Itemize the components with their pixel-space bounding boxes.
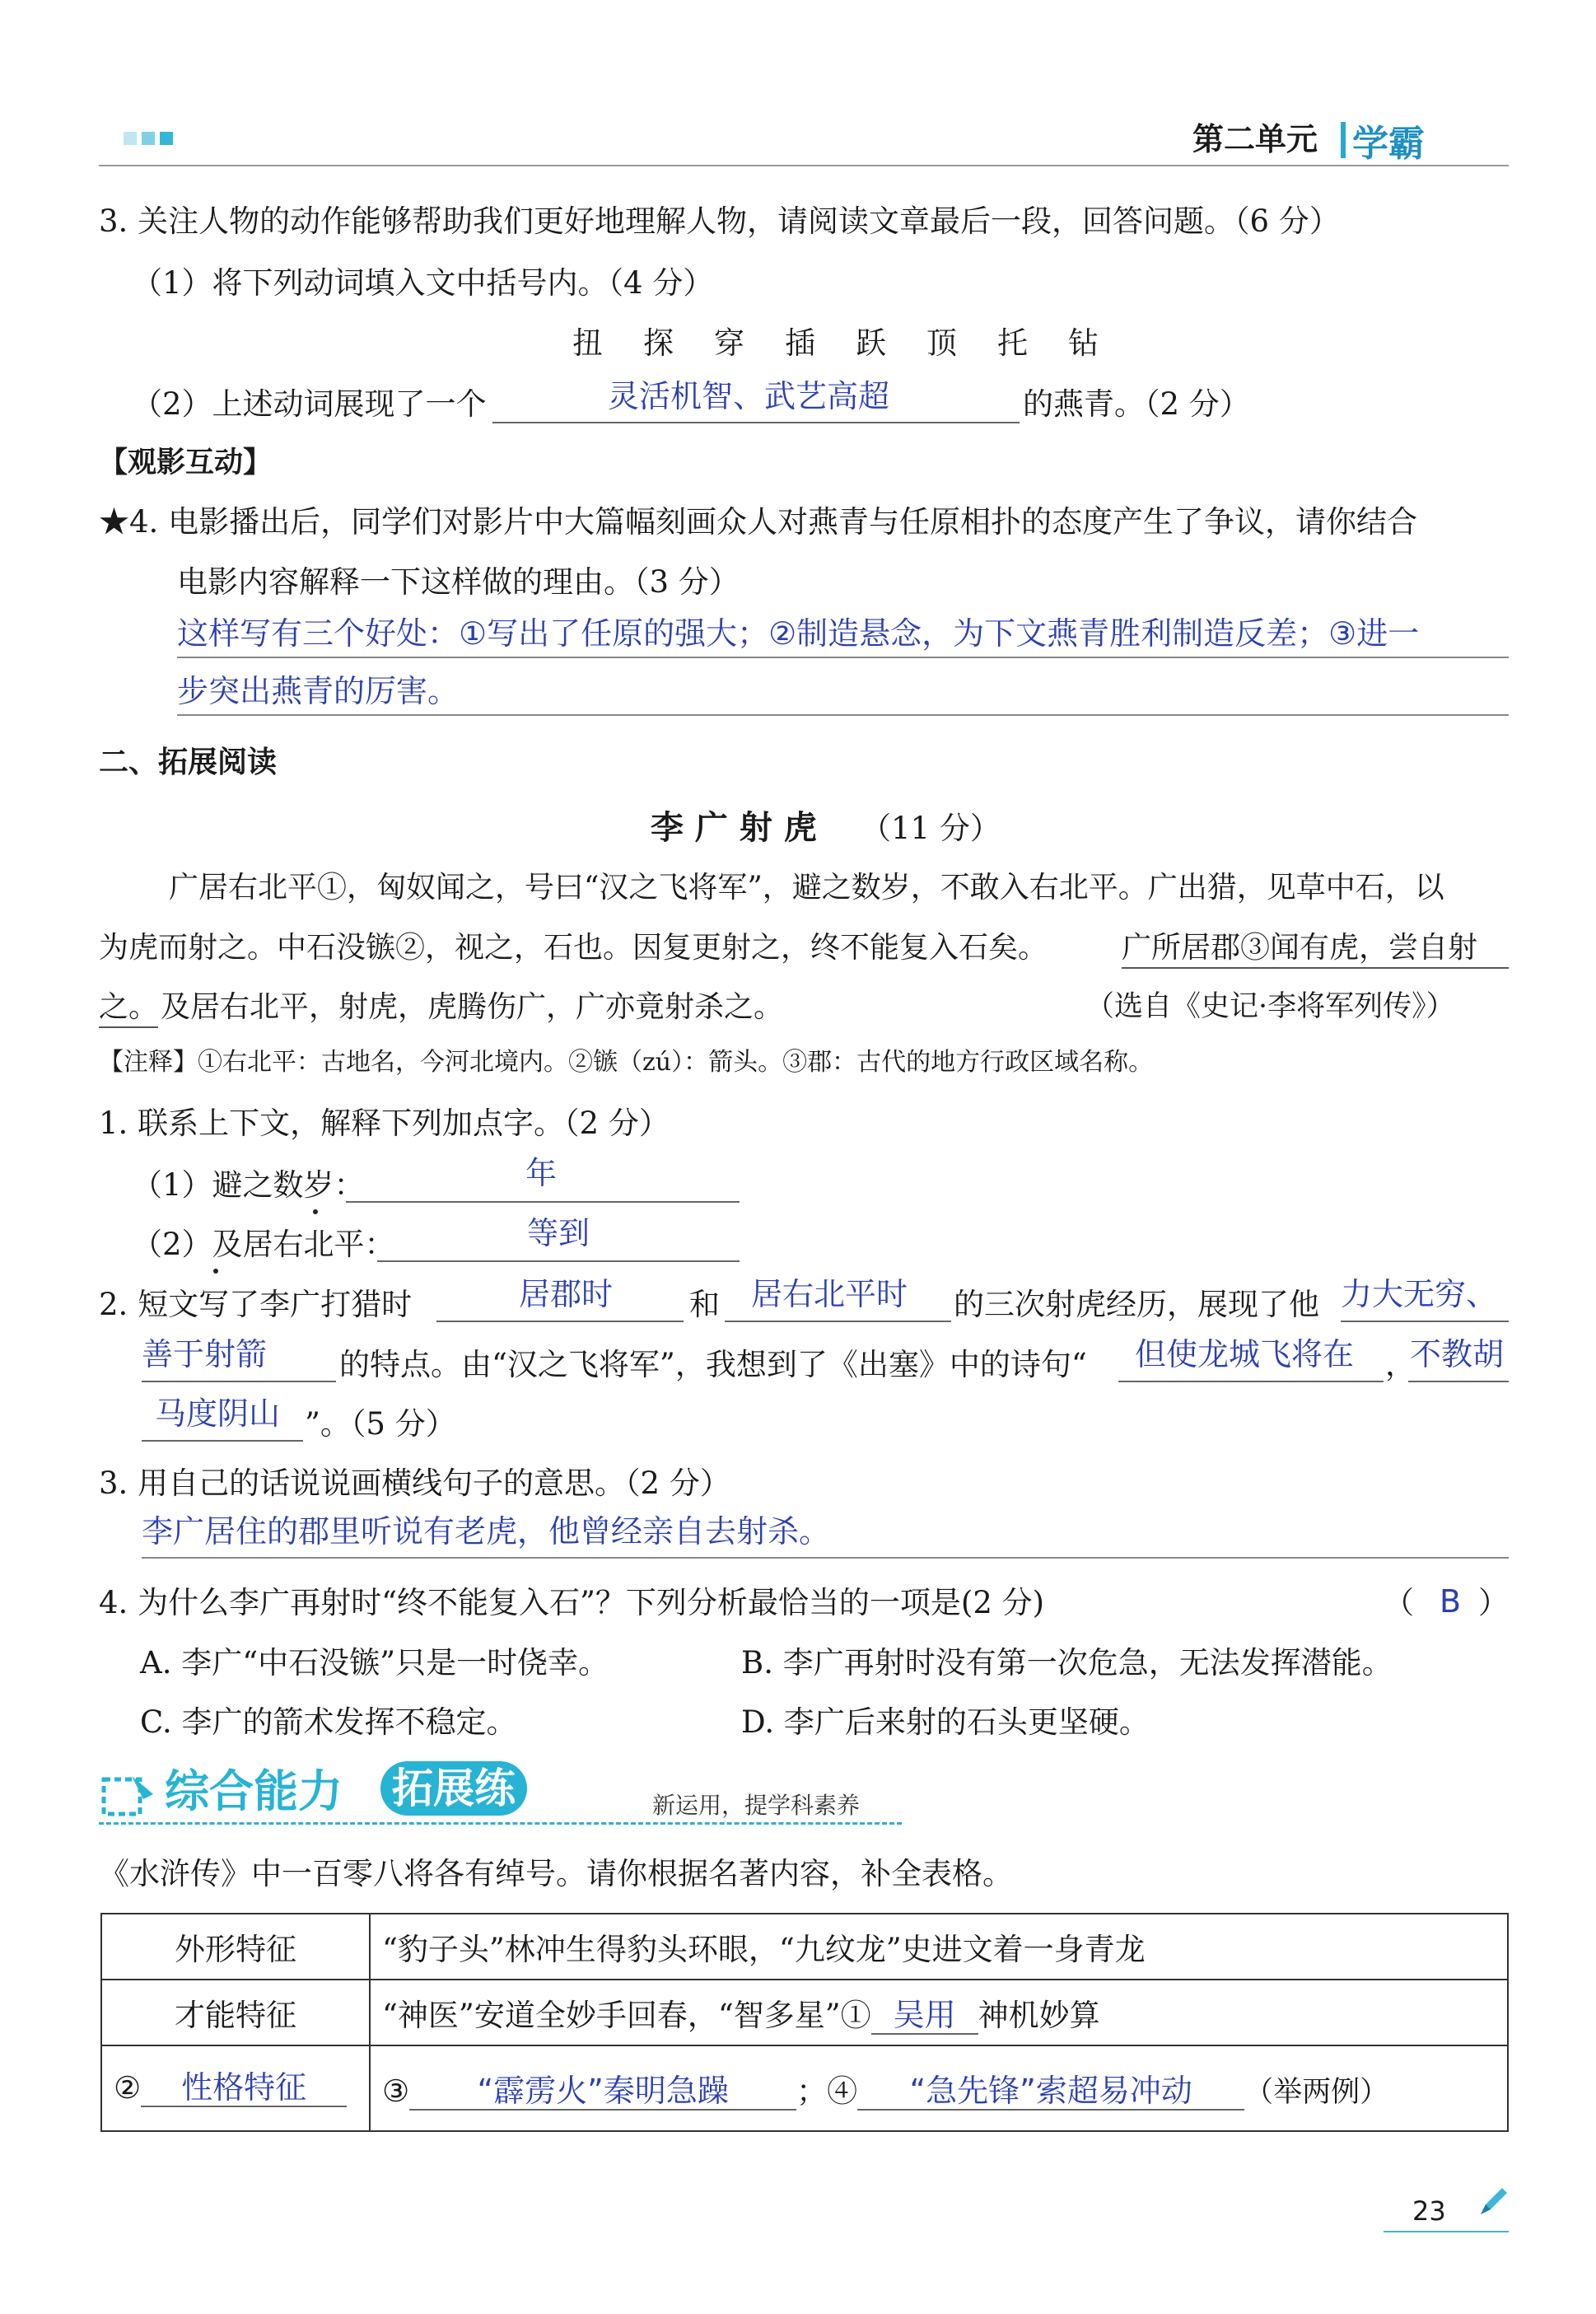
emphasis-dot-1: [313, 1209, 318, 1214]
q2-answer6-line: [1408, 1381, 1509, 1382]
q4-answer-line1: 这样写有三个好处：①写出了任原的强大；②制造悬念，为下文燕青胜利制造反差；③进一: [177, 615, 1420, 652]
q4-option-c: C. 李广的箭术发挥不稳定。: [140, 1704, 517, 1740]
table-row: [101, 2045, 1508, 2131]
q3-answer-rule: [142, 1557, 1509, 1559]
passage-notes: 【注释】①右北平：古地名，今河北境内。②镞（zú）：箭头。③郡：古代的地方行政区域名称。: [99, 1048, 1154, 1077]
q3-sub2-suffix: 的燕青。（2 分）: [1023, 386, 1250, 422]
q1-1: （1）避之数岁：: [132, 1167, 365, 1203]
unit-title: 第二单元: [1192, 121, 1318, 157]
passage-line1: 广居右北平①，匈奴闻之，号曰“汉之飞将军”，避之数岁，不敢入右北平。广出猎，见草中石，以: [169, 871, 1444, 905]
q2-answer7-line: [142, 1440, 303, 1442]
q3-stem: 3. 关注人物的动作能够帮助我们更好地理解人物，请阅读文章最后一段，回答问题。（6 分）: [99, 203, 1340, 239]
q4-stem: 4. 为什么李广再射时“终不能复入石”？下列分析最恰当的一项是(2 分): [99, 1585, 1045, 1620]
emphasis-dot-2: [213, 1269, 218, 1274]
q3-stem-2: 3. 用自己的话说说画横线句子的意思。（2 分）: [99, 1466, 730, 1501]
row2-text-b: 神机妙算: [978, 1998, 1100, 2033]
q4-answer-rule2: [177, 714, 1509, 716]
q2-answer4: 善于射箭: [142, 1336, 268, 1372]
row3-answer-label: 性格特征: [181, 2069, 307, 2106]
passage-line3b: 及居右北平，射虎，虎腾伤广，广亦竟射杀之。: [161, 990, 784, 1024]
row1-label: 外形特征: [101, 1914, 370, 1980]
banner-title: 综合能力: [165, 1765, 343, 1817]
q4-option-b: B. 李广再射时没有第一次危急，无法发挥潜能。: [741, 1645, 1393, 1681]
row3-answer3: “霹雳火”秦明急躁: [477, 2073, 729, 2109]
passage-line2b-underlined: 广所居郡③闻有虎，尝自射: [1122, 931, 1478, 965]
q2-answer2-line: [725, 1321, 951, 1322]
q2-answer5-line: [1118, 1381, 1384, 1382]
q1-2-answer: 等到: [527, 1215, 590, 1251]
q2-part-a: 2. 短文写了李广打猎时: [99, 1287, 413, 1322]
passage-line2a: 为虎而射之。中石没镞②，视之，石也。因复更射之，终不能复入石矣。: [99, 931, 1048, 965]
passage-source: （选自《史记·李将军列传》）: [1085, 990, 1455, 1023]
section-movie-title: 【观影互动】: [99, 446, 273, 479]
q4-line2: 电影内容解释一下这样做的理由。（3 分）: [177, 564, 740, 600]
header-decoration: [124, 132, 173, 148]
row1-text: “豹子头”林冲生得豹头环眼，“九纹龙”史进文着一身青龙: [370, 1914, 1508, 1980]
passage-underline1: [1122, 967, 1509, 969]
brand-logo: 学霸: [1341, 114, 1425, 166]
q2-answer4-line: [142, 1381, 336, 1382]
q2-part-e: ”。（5 分）: [305, 1406, 456, 1442]
banner-dashed-rule: [99, 1822, 902, 1825]
q3-sub2-answer: 灵活机智、武艺高超: [608, 378, 890, 414]
q1-stem: 1. 联系上下文，解释下列加点字。（2 分）: [99, 1106, 670, 1141]
row2-text-a: “神医”安道全妙手回春，“智多星”①: [382, 1998, 871, 2033]
q2-answer1: 居郡时: [519, 1276, 614, 1312]
q2-answer5: 但使龙城飞将在: [1135, 1336, 1355, 1372]
q3-sub1: （1）将下列动词填入文中括号内。（4 分）: [132, 265, 714, 301]
row3-label-cell: [101, 2045, 370, 2131]
q3-answer: 李广居住的郡里听说有老虎，他曾经亲自去射杀。: [142, 1513, 831, 1550]
row2-cell: [370, 1980, 1508, 2045]
q4-line1: ★4. 电影播出后，同学们对影片中大篇幅刻画众人对燕青与任原相扑的态度产生了争议，请你结合: [99, 504, 1418, 540]
row3-note: （举两例）: [1244, 2076, 1389, 2109]
q1-1-answer-line: [346, 1201, 740, 1203]
row2-label: 才能特征: [101, 1980, 370, 2045]
q2-part-c: 的三次射虎经历，展现了他: [954, 1287, 1319, 1322]
q2-answer1-line: [436, 1321, 684, 1322]
q2-part-b: 和: [689, 1287, 720, 1322]
row3-num: ②: [114, 2069, 142, 2106]
row3-sep: ；④: [796, 2073, 858, 2109]
table-row: [101, 1914, 1508, 1980]
row3-num3: ③: [382, 2073, 410, 2109]
q1-1-answer: 年: [525, 1155, 558, 1191]
row2-answer: 吴用: [893, 1997, 956, 2033]
q3-sub2-prefix: （2）上述动词展现了一个: [132, 386, 487, 422]
pencil-icon: [1474, 2183, 1512, 2224]
q4-option-a: A. 李广“中石没镞”只是一时侥幸。: [140, 1645, 609, 1681]
q1-2: （2）及居右北平：: [132, 1227, 395, 1262]
row3-cell: [370, 2045, 1508, 2131]
banner-icon: [99, 1771, 158, 1825]
q1-2-answer-line: [377, 1260, 740, 1262]
banner-tagline: 新运用，提学科素养: [652, 1792, 861, 1819]
q3-verbs: 扭 探 穿 插 跃 顶 托 钻: [572, 325, 1104, 361]
passage-title: 李 广 射 虎: [651, 808, 817, 847]
page-number-rule: [1384, 2231, 1509, 2232]
q2-answer3-line: [1341, 1321, 1509, 1322]
q2-answer6: 不教胡: [1410, 1336, 1505, 1372]
final-intro: 《水浒传》中一百零八将各有绰号。请你根据名著内容，补全表格。: [99, 1856, 1013, 1891]
q2-part-d: 的特点。由“汉之飞将军”，我想到了《出塞》中的诗句“: [339, 1347, 1087, 1382]
q2-answer3: 力大无穷、: [1341, 1276, 1498, 1312]
q4-option-d: D. 李广后来射的石头更坚硬。: [741, 1704, 1150, 1740]
q2-comma: ，: [1385, 1347, 1416, 1382]
q4-paren-left: （: [1384, 1585, 1414, 1620]
nickname-table: [100, 1913, 1509, 2132]
header-rule: [99, 165, 1509, 166]
q4-answer: B: [1440, 1583, 1462, 1620]
q4-answer-line2: 步突出燕青的厉害。: [177, 673, 460, 709]
section2-title: 二、拓展阅读: [99, 746, 278, 779]
banner-badge: 拓展练: [380, 1761, 527, 1816]
q4-answer-rule1: [177, 657, 1509, 658]
page-number: 23: [1412, 2195, 1446, 2227]
q2-answer2: 居右北平时: [751, 1276, 908, 1312]
q3-sub2-answer-line: [492, 422, 1020, 423]
row3-answer4: “急先锋”索超易冲动: [909, 2073, 1192, 2109]
passage-line3a-underlined: 之。: [99, 990, 159, 1024]
passage-score: （11 分）: [861, 811, 1001, 846]
table-row: [101, 1980, 1508, 2045]
passage-underline2: [99, 1026, 158, 1028]
q2-answer7: 马度阴山: [155, 1395, 281, 1432]
q4-paren-right: ）: [1478, 1585, 1509, 1620]
